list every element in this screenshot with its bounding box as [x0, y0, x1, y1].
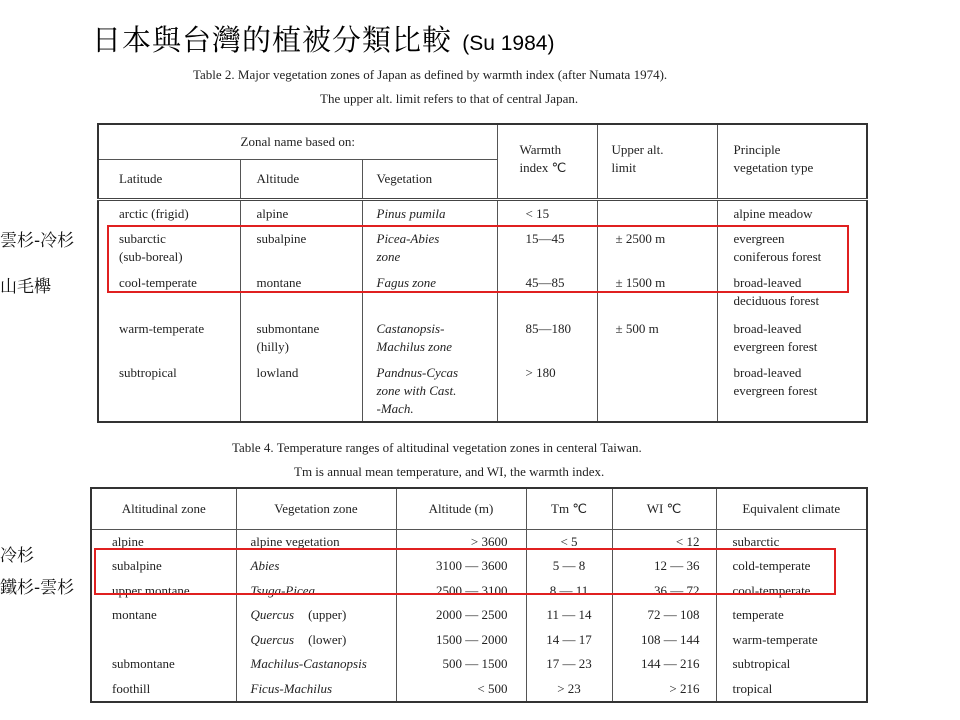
- table-row: [98, 199, 867, 224]
- vegetation-type-cell: alpine meadow: [733, 205, 813, 221]
- warmth-index-cell: < 15: [497, 199, 597, 224]
- upper-alt-limit-header: Upper alt. limit: [597, 124, 717, 199]
- wi-cell: 36 — 72: [612, 579, 716, 603]
- altitude-cell: 2000 — 2500: [396, 603, 526, 627]
- wi-cell: 12 — 36: [612, 554, 716, 578]
- table-row: [98, 358, 867, 422]
- equivalent-climate-cell: subtropical: [732, 656, 791, 672]
- equivalent-climate-cell: subarctic: [732, 534, 780, 550]
- tm-cell: < 5: [526, 530, 612, 555]
- equivalent-climate-cell: warm-temperate: [732, 631, 818, 647]
- zonal-name-header: Zonal name based on:: [98, 124, 497, 160]
- table-row: [91, 554, 867, 578]
- warmth-index-cell: > 180: [497, 358, 597, 422]
- equivalent-climate-cell: cold-temperate: [732, 558, 811, 574]
- taiwan-vegetation-table: [90, 487, 868, 703]
- taiwan-table-body: [91, 530, 867, 702]
- vegetation-cell: Pinus pumila: [362, 199, 497, 224]
- table-row: [91, 603, 867, 627]
- title-citation: (Su 1984): [462, 32, 555, 55]
- warmth-index-cell: 45—85: [497, 268, 597, 314]
- altitudinal-zone-cell: alpine: [91, 530, 236, 555]
- vegetation-cell: Picea-Abies zone: [362, 224, 497, 268]
- title-main: 日本與台灣的植被分類比較: [92, 23, 453, 57]
- upper-alt-cell: ± 2500 m: [597, 224, 717, 268]
- wi-cell: 108 — 144: [612, 628, 716, 652]
- altitude-cell: lowland: [240, 358, 362, 422]
- warmth-index-header: Warmth index ℃: [497, 124, 597, 199]
- tm-cell: 11 — 14: [526, 603, 612, 627]
- vegetation-zone-cell: Quercus (lower): [236, 628, 396, 652]
- table-row: [91, 628, 867, 652]
- table-row: [91, 530, 867, 555]
- equivalent-climate-cell: cool-temperate: [732, 582, 811, 598]
- vegetation-cell: Fagus zone: [362, 268, 497, 314]
- vegetation-zone-cell: Tsuga-Picea: [236, 579, 396, 603]
- wi-cell: > 216: [612, 677, 716, 703]
- table-row: [91, 677, 867, 703]
- table2-caption: Table 2. Major vegetation zones of Japan as defined by warmth index (after Numata 1974).: [193, 67, 668, 82]
- altitudinal-zone-cell: upper montane: [91, 579, 236, 603]
- warmth-index-cell: 85—180: [497, 314, 597, 358]
- table-row: [98, 268, 867, 314]
- wi-cell: 144 — 216: [612, 652, 716, 676]
- altitudinal-zone-cell: [91, 628, 236, 652]
- table4-caption: Table 4. Temperature ranges of altitudinal vegetation zones in centeral Taiwan.: [232, 440, 642, 455]
- equivalent-climate-header: Equivalent climate: [716, 488, 867, 530]
- altitude-cell: > 3600: [396, 530, 526, 555]
- principle-vegetation-header: Principle vegetation type: [717, 124, 867, 199]
- upper-alt-cell: [597, 199, 717, 224]
- altitude-cell: subalpine: [240, 224, 362, 268]
- altitude-cell: 1500 — 2000: [396, 628, 526, 652]
- upper-alt-cell: [597, 358, 717, 422]
- vegetation-zone-cell: Abies: [236, 554, 396, 578]
- side-label-beech: 山毛櫸: [0, 277, 51, 297]
- table-row: [98, 314, 867, 358]
- altitude-cell: submontane (hilly): [240, 314, 362, 358]
- altitude-cell: montane: [240, 268, 362, 314]
- vegetation-cell: Pandnus-Cycas zone with Cast. -Mach.: [362, 358, 497, 422]
- table4-subcaption: Tm is annual mean temperature, and WI, the warmth index.: [294, 464, 605, 479]
- vegetation-header: Vegetation: [362, 160, 497, 200]
- japan-table-body: [98, 199, 867, 422]
- equivalent-climate-cell: tropical: [732, 680, 773, 696]
- tm-cell: 17 — 23: [526, 652, 612, 676]
- altitude-header: Altitude: [240, 160, 362, 200]
- altitude-cell: 500 — 1500: [396, 652, 526, 676]
- altitudinal-zone-header: Altitudinal zone: [91, 488, 236, 530]
- altitudinal-zone-cell: foothill: [91, 677, 236, 703]
- side-label-spruce-fir: 雲杉-冷杉: [0, 231, 75, 251]
- latitude-cell: subtropical: [98, 358, 240, 422]
- wi-header: WI ℃: [612, 488, 716, 530]
- vegetation-zone-cell: Machilus-Castanopsis: [236, 652, 396, 676]
- vegetation-zone-cell: Quercus (upper): [236, 603, 396, 627]
- vegetation-zone-cell: alpine vegetation: [236, 530, 396, 555]
- tm-header: Tm ℃: [526, 488, 612, 530]
- altitudinal-zone-cell: montane: [91, 603, 236, 627]
- table-row: [91, 579, 867, 603]
- vegetation-zone-header: Vegetation zone: [236, 488, 396, 530]
- tm-cell: 5 — 8: [526, 554, 612, 578]
- vegetation-zone-cell: Ficus-Machilus: [236, 677, 396, 703]
- warmth-index-cell: 15—45: [497, 224, 597, 268]
- wi-cell: < 12: [612, 530, 716, 555]
- altitude-cell: 3100 — 3600: [396, 554, 526, 578]
- altitude-cell: < 500: [396, 677, 526, 703]
- table2-subcaption: The upper alt. limit refers to that of central Japan.: [320, 91, 579, 106]
- tm-cell: 8 — 11: [526, 579, 612, 603]
- slide-title: [92, 18, 554, 59]
- table-row: [98, 224, 867, 268]
- altitudinal-zone-cell: subalpine: [91, 554, 236, 578]
- latitude-cell: arctic (frigid): [98, 199, 240, 224]
- upper-alt-cell: ± 500 m: [597, 314, 717, 358]
- side-label-hemlock-spruce: 鐵杉-雲杉: [0, 578, 75, 598]
- altitude-cell: alpine: [240, 199, 362, 224]
- vegetation-type-cell: broad-leaved deciduous forest: [733, 275, 820, 309]
- upper-alt-cell: ± 1500 m: [597, 268, 717, 314]
- vegetation-cell: Castanopsis- Machilus zone: [362, 314, 497, 358]
- vegetation-type-cell: evergreen coniferous forest: [733, 231, 822, 265]
- tm-cell: 14 — 17: [526, 628, 612, 652]
- vegetation-type-cell: broad-leaved evergreen forest: [733, 321, 818, 355]
- vegetation-type-cell: broad-leaved evergreen forest: [733, 365, 818, 399]
- japan-vegetation-table: [97, 123, 868, 423]
- table-row: [91, 652, 867, 676]
- wi-cell: 72 — 108: [612, 603, 716, 627]
- latitude-cell: warm-temperate: [98, 314, 240, 358]
- altitude-header: Altitude (m): [396, 488, 526, 530]
- altitudinal-zone-cell: submontane: [91, 652, 236, 676]
- tm-cell: > 23: [526, 677, 612, 703]
- equivalent-climate-cell: temperate: [732, 607, 784, 623]
- altitude-cell: 2500 — 3100: [396, 579, 526, 603]
- latitude-header: Latitude: [98, 160, 240, 200]
- latitude-cell: subarctic (sub-boreal): [98, 224, 240, 268]
- latitude-cell: cool-temperate: [98, 268, 240, 314]
- side-label-fir: 冷杉: [0, 546, 34, 566]
